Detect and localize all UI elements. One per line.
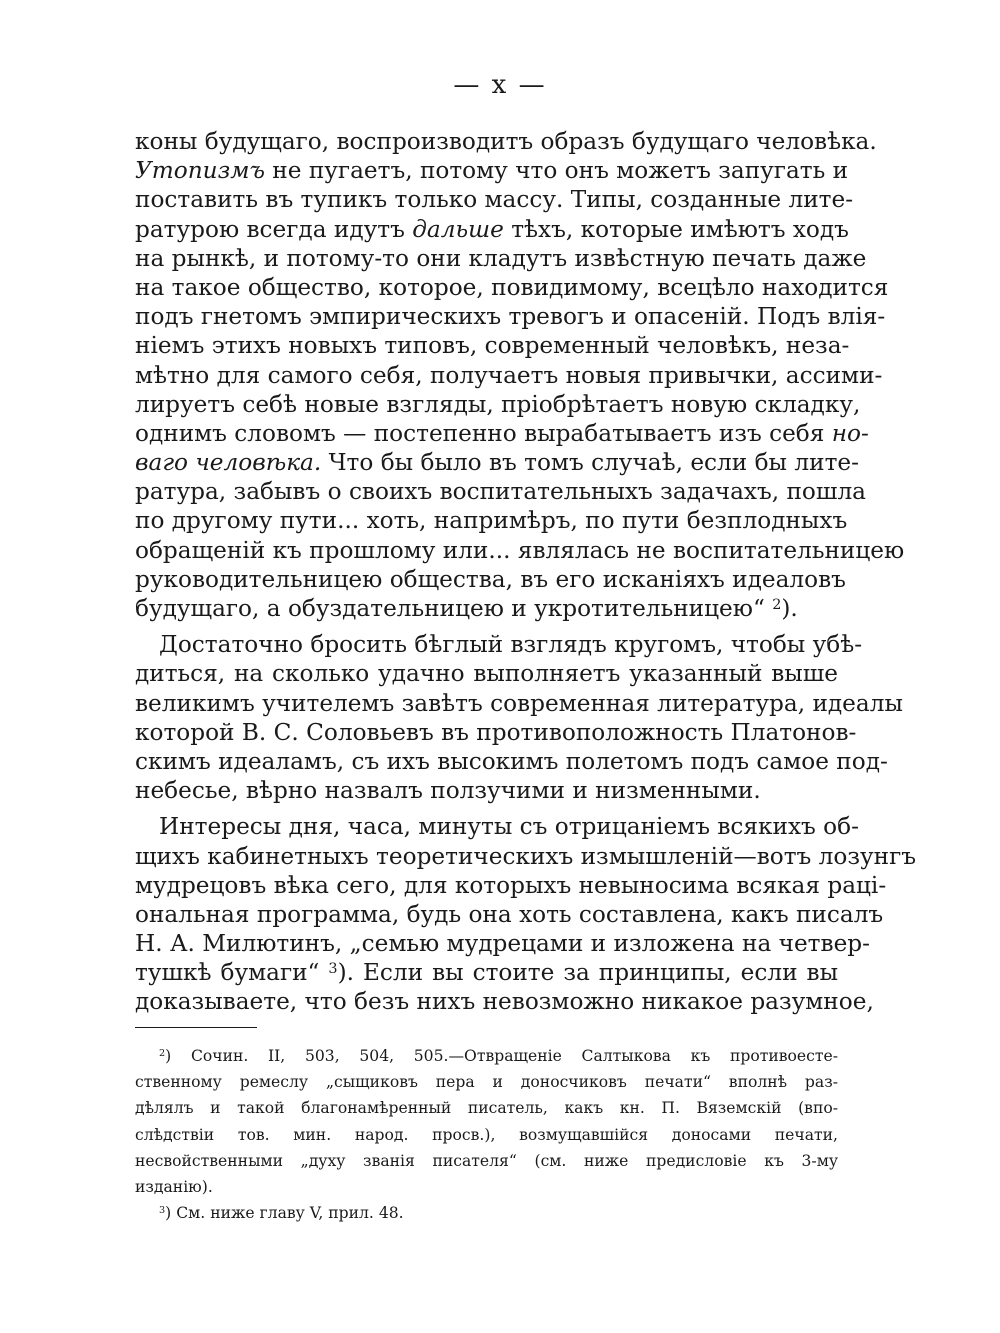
text-line: Интересы дня, часа, минуты съ отрицаніемъ всякихъ об- <box>159 813 859 841</box>
text-line: обращеній къ прошлому или... являлась не воспитательницею <box>135 536 905 564</box>
footnote-line: слѣдствіи тов. мин. народ. просв.), возмущавшійся доносами печати, <box>135 1125 838 1144</box>
footnote-line: $^3$) См. ниже главу V, прил. 48. <box>159 1204 404 1223</box>
text-line: небесье, вѣрно назвалъ ползучими и низменными. <box>135 777 761 805</box>
text-line: которой В. С. Соловьевъ въ противоположность Платонов- <box>135 718 857 746</box>
footnote-line: $^2$) Сочин. II, 503, 504, 505.—Отвращеніе Салтыкова къ противоесте- <box>159 1047 838 1065</box>
footnote-line: ственному ремеслу „сыщиковъ пера и доносчиковъ печати“ вполнѣ раз- <box>135 1073 838 1092</box>
text-line: доказываете, что безъ нихъ невозможно никакое разумное, <box>135 988 874 1016</box>
text-line: ратурою всегда идутъ дальше тѣхъ, которые имѣютъ ходъ <box>135 215 849 243</box>
text-line: поставить въ тупикъ только массу. Типы, созданные лите- <box>135 186 854 214</box>
text-line: ратура, забывъ о своихъ воспитательныхъ задачахъ, пошла <box>135 478 866 506</box>
footnote-divider <box>135 1027 257 1028</box>
text-line: мѣтно для самого себя, получаетъ новыя привычки, ассими- <box>135 361 883 389</box>
text-line: ніемъ этихъ новыхъ типовъ, современный человѣкъ, неза- <box>135 332 850 360</box>
page-header <box>0 70 1000 100</box>
text-line: по другому пути... хоть, напримѣръ, по пути безплодныхъ <box>135 507 848 535</box>
main-text <box>135 127 917 1017</box>
text-line: Утопизмъ не пугаетъ, потому что онъ можетъ запугать и <box>135 157 849 185</box>
page-number: — x — <box>453 70 547 100</box>
text-line: диться, на сколько удачно выполняетъ указанный выше <box>135 660 838 688</box>
text-line: подъ гнетомъ эмпирическихъ тревогъ и опасеній. Подъ влія- <box>135 303 886 331</box>
text-line: Н. А. Милютинъ, „семью мудрецами и изложена на четвер- <box>135 930 870 958</box>
text-line: ональная программа, будь она хоть составлена, какъ писалъ <box>135 900 884 928</box>
footnote-ref-3: 3 <box>328 961 338 978</box>
text-line: тушкѣ бумаги“ $^3$). Если вы стоите за принципы, если вы <box>135 959 839 987</box>
text-line: лируетъ себѣ новые взгляды, пріобрѣтаетъ новую складку, <box>135 390 861 418</box>
text-line: однимъ словомъ — постепенно вырабатываетъ изъ себя но- <box>135 419 869 447</box>
text-line: мудрецовъ вѣка сего, для которыхъ невыносима всякая раці- <box>135 871 887 899</box>
text-line: щихъ кабинетныхъ теоретическихъ измышленій—вотъ лозунгъ <box>135 842 917 870</box>
footnote-mark-3: 3 <box>159 1205 166 1217</box>
text-line: на такое общество, которое, повидимому, всецѣло находится <box>135 273 889 301</box>
italic-term-dalie: дальше <box>412 215 504 243</box>
footnote-mark-2: 2 <box>159 1048 166 1060</box>
footnote-ref-2: 2 <box>772 596 782 613</box>
footnote-line: дѣлялъ и такой благонамѣренный писатель, какъ кн. П. Вяземскій (впо- <box>135 1099 838 1118</box>
text-line: Достаточно бросить бѣглый взглядъ кругомъ, чтобы убѣ- <box>159 631 863 659</box>
text-line: скимъ идеаламъ, съ ихъ высокимъ полетомъ подъ самое под- <box>135 747 888 775</box>
text-line: коны будущаго, воспроизводитъ образъ будущаго человѣка. <box>135 128 877 155</box>
text-line: руководительницею общества, въ его исканіяхъ идеаловъ <box>135 565 846 593</box>
italic-term-novago: но- <box>831 419 869 447</box>
footnote-line: изданію). <box>135 1177 213 1196</box>
footnotes <box>135 1043 838 1226</box>
footnote-line: несвойственными „духу званія писателя“ (см. ниже предисловіе къ 3-му <box>135 1151 838 1170</box>
text-line: будущаго, а обуздательницею и укротительницею“ $^2$). <box>135 595 798 622</box>
italic-term-utopizm: Утопизмъ <box>135 157 265 185</box>
italic-term-novago-cheloveka: ваго человѣка. <box>135 449 322 477</box>
text-line: на рынкѣ, и потому-то они кладутъ извѣстную печать даже <box>135 244 867 272</box>
text-line: великимъ учителемъ завѣтъ современная литература, идеалы <box>135 689 903 717</box>
text-line: ваго человѣка. Что бы было въ томъ случаѣ, если бы лите- <box>135 449 859 477</box>
